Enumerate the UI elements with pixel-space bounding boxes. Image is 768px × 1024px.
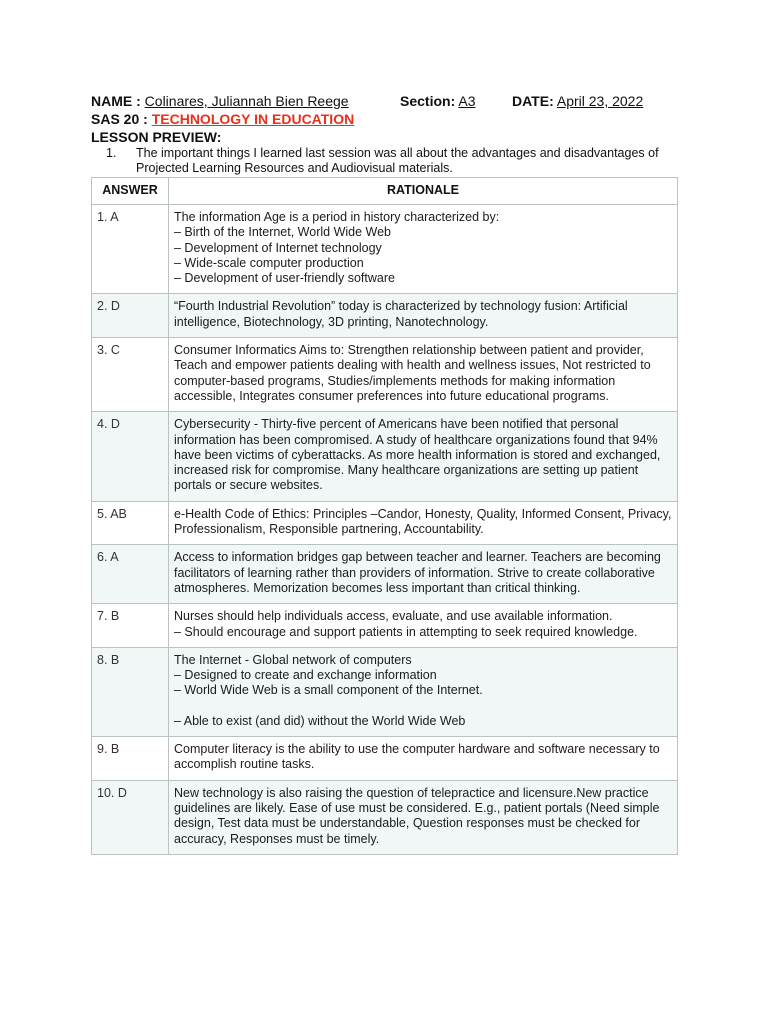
preview-list-item [91, 146, 678, 176]
section-label: Section: [400, 93, 456, 109]
table-row [92, 647, 678, 736]
rationale-cell [169, 780, 678, 854]
answer-cell: 2. D [92, 294, 169, 338]
answer-cell: 9. B [92, 737, 169, 781]
sas-title: TECHNOLOGY IN EDUCATION [151, 111, 355, 127]
rationale-line: – Wide-scale computer production [174, 255, 364, 270]
table-header-row [92, 178, 678, 205]
rationale-line: – World Wide Web is a small component of the Internet. [174, 683, 483, 698]
name-value: Colinares, Juliannah Bien Reege [144, 93, 349, 109]
answer-cell: 1. A [92, 205, 169, 294]
rationale-line: – Should encourage and support patients in attempting to seek required knowledge. [174, 624, 638, 639]
table-row [92, 604, 678, 648]
table-row [92, 338, 678, 412]
rationale-line: New technology is also raising the question of telepractice and licensure.New practice guidelines are likely. Ease of use must be considered. E.g., patient portals (Need simple design, Test data must be understandable, Question responses must be checked for accuracy, Responses must be timely. [174, 785, 660, 846]
answer-cell: 7. B [92, 604, 169, 648]
rationale-line: The information Age is a period in history characterized by: [174, 210, 500, 224]
rationale-cell [169, 545, 678, 604]
rationale-cell [169, 338, 678, 412]
date-label: DATE: [512, 93, 554, 109]
table-row [92, 205, 678, 294]
rationale-cell [169, 647, 678, 736]
answer-cell: 6. A [92, 545, 169, 604]
table-row [92, 737, 678, 781]
preview-text: The important things I learned last session was all about the advantages and disadvantages of Projected Learning Resources and Audiovisual materials. [136, 146, 659, 175]
header-line-3 [91, 128, 678, 146]
rationale-cell [169, 604, 678, 648]
name-label: NAME : [91, 93, 141, 109]
answer-cell: 10. D [92, 780, 169, 854]
rationale-line: – Birth of the Internet, World Wide Web [174, 225, 391, 240]
rationale-cell [169, 205, 678, 294]
table-row [92, 545, 678, 604]
rationale-line [174, 699, 672, 714]
rationale-line: “Fourth Industrial Revolution” today is characterized by technology fusion: Artificial intelligence, Biotechnology, 3D printing, Nanotechnology. [174, 299, 628, 329]
table-row [92, 294, 678, 338]
rationale-cell [169, 737, 678, 781]
table-row [92, 501, 678, 545]
rationale-column-header: RATIONALE [169, 178, 678, 205]
rationale-cell [169, 412, 678, 501]
answers-table [91, 177, 678, 855]
document-page [91, 92, 678, 855]
answer-cell: 3. C [92, 338, 169, 412]
rationale-cell [169, 501, 678, 545]
rationale-cell [169, 294, 678, 338]
answer-cell: 5. AB [92, 501, 169, 545]
lesson-preview-heading: LESSON PREVIEW: [91, 129, 222, 145]
rationale-line: – Designed to create and exchange information [174, 668, 437, 683]
rationale-line: Nurses should help individuals access, evaluate, and use available information. [174, 609, 613, 624]
sas-label: SAS 20 : [91, 111, 148, 127]
rationale-line: – Development of user-friendly software [174, 271, 395, 286]
rationale-line: Computer literacy is the ability to use the computer hardware and software necessary to accomplish routine tasks. [174, 742, 660, 772]
section-field [400, 92, 475, 110]
table-row [92, 412, 678, 501]
section-value: A3 [458, 93, 476, 109]
table-body [92, 205, 678, 855]
header-line-2 [91, 110, 678, 128]
preview-number: 1. [106, 146, 117, 160]
rationale-line: The Internet - Global network of computers [174, 652, 412, 667]
table-row [92, 780, 678, 854]
date-value: April 23, 2022 [556, 93, 644, 109]
date-field [512, 92, 643, 110]
rationale-line: Access to information bridges gap between teacher and learner. Teachers are becoming facilitators of learning rather than providers of information. Strive to create collaborative atmospheres. Memorization becomes less important than critical thinking. [174, 550, 661, 595]
rationale-line: Cybersecurity - Thirty-five percent of Americans have been notified that personal information has been compromised. A study of healthcare organizations found that 94% have been victims of cyberattacks. As more health information is stored and exchanged, increased risk for compromise. Many healthcare organizations are setting up patient portals or secure websites. [174, 417, 661, 493]
answer-column-header: ANSWER [92, 178, 169, 205]
rationale-line: – Able to exist (and did) without the World Wide Web [174, 713, 466, 728]
rationale-line: Consumer Informatics Aims to: Strengthen relationship between patient and provider, Teach and empower patients dealing with health and wellness issues, Not restricted to computer-based programs, Studies/implements methods for making information accessible, Integrates consumer preferences into future educational programs. [174, 343, 651, 403]
rationale-line: e-Health Code of Ethics: Principles –Candor, Honesty, Quality, Informed Consent, Privacy, Professionalism, Responsible partnering, Accountability. [174, 506, 672, 537]
rationale-line: – Development of Internet technology [174, 240, 382, 255]
answer-cell: 4. D [92, 412, 169, 501]
answer-cell: 8. B [92, 647, 169, 736]
header-line-1 [91, 92, 678, 110]
